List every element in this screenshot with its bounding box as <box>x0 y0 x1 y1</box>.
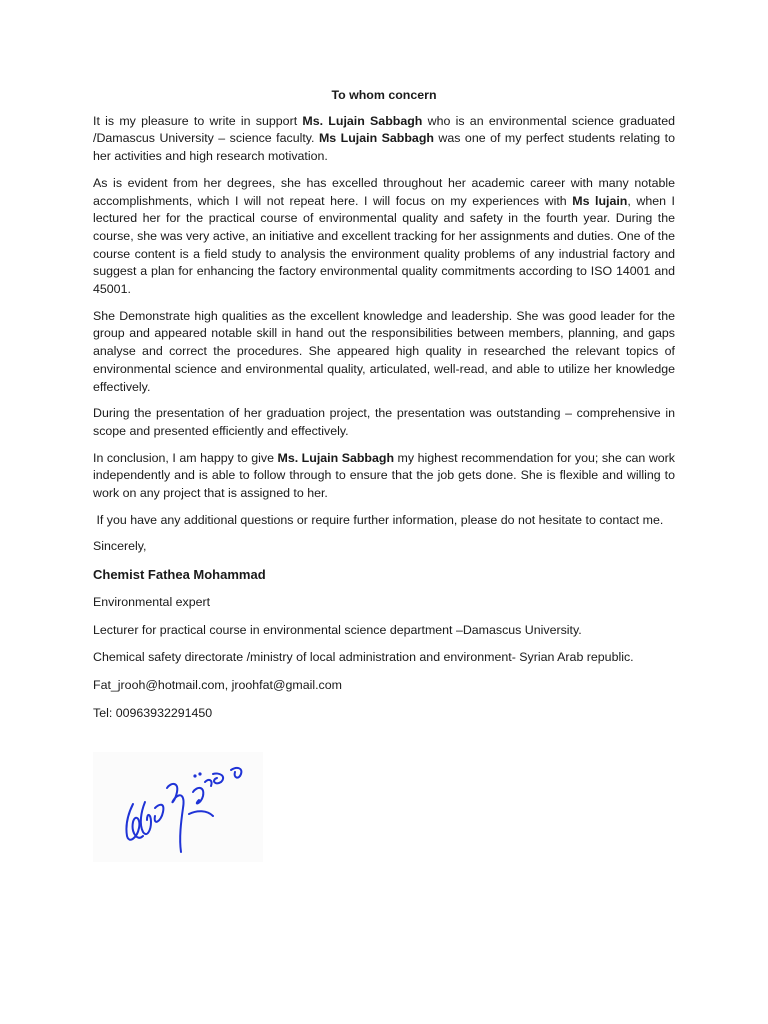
signer-name: Chemist Fathea Mohammad <box>93 567 266 583</box>
paragraph-qualities: She Demonstrate high qualities as the excellent knowledge and leadership. She was good leader for the group and appeared notable skill in hand out the responsibilities between members, planning, and gaps analyse and correct the procedures. She appeared high quality in researched the relevant topics of environmental science and environmental quality, articulated, well-read, and able to utilize her knowledge effectively. <box>93 308 675 394</box>
letter-title: To whom concern <box>331 88 437 102</box>
paragraph-conclusion: In conclusion, I am happy to give Ms. Lujain Sabbagh my highest recommendation for you; she can work independently and is able to follow through to ensure that the job gets done. She is flexible and willing to work on any project that is assigned to her. <box>93 450 675 501</box>
signer-role-lecturer: Lecturer for practical course in environmental science department –Damascus University. <box>93 622 582 637</box>
signer-title: Environmental expert <box>93 594 211 609</box>
handwritten-signature <box>93 752 263 862</box>
signature-icon <box>93 752 263 862</box>
paragraph-contact: If you have any additional questions or require further information, please do not hesitate to contact me. <box>93 512 664 527</box>
paragraph-presentation: During the presentation of her graduation project, the presentation was outstanding – comprehensive in scope and presented efficiently and effectively. <box>93 406 675 438</box>
signer-role-directorate: Chemical safety directorate /ministry of local administration and environment- Syrian Arab republic. <box>93 650 634 665</box>
paragraph-introduction: It is my pleasure to write in support Ms. Lujain Sabbagh who is an environmental science graduated /Damascus University – science faculty. Ms Lujain Sabbagh was one of my perfect students relating to her activities and high research motivation. <box>93 113 676 164</box>
letter-body <box>93 87 675 732</box>
signer-phone: Tel: 00963932291450 <box>93 705 213 720</box>
closing: Sincerely, <box>93 539 147 554</box>
signer-email: Fat_jrooh@hotmail.com, jroohfat@gmail.com <box>93 677 342 692</box>
paragraph-experience: As is evident from her degrees, she has excelled throughout her academic career with many notable accomplishments, which I will not repeat here. I will focus on my experiences with Ms lujain, when I lectured her for the practical course of environmental quality and safety in the fourth year. During the course, she was very active, an initiative and excellent tracking for her assignments and duties. One of the course content is a field study to analysis the environment quality problems of any industrial factory and suggest a plan for enhancing the factory environmental quality commitments according to ISO 14001 and 45001. <box>93 175 675 297</box>
